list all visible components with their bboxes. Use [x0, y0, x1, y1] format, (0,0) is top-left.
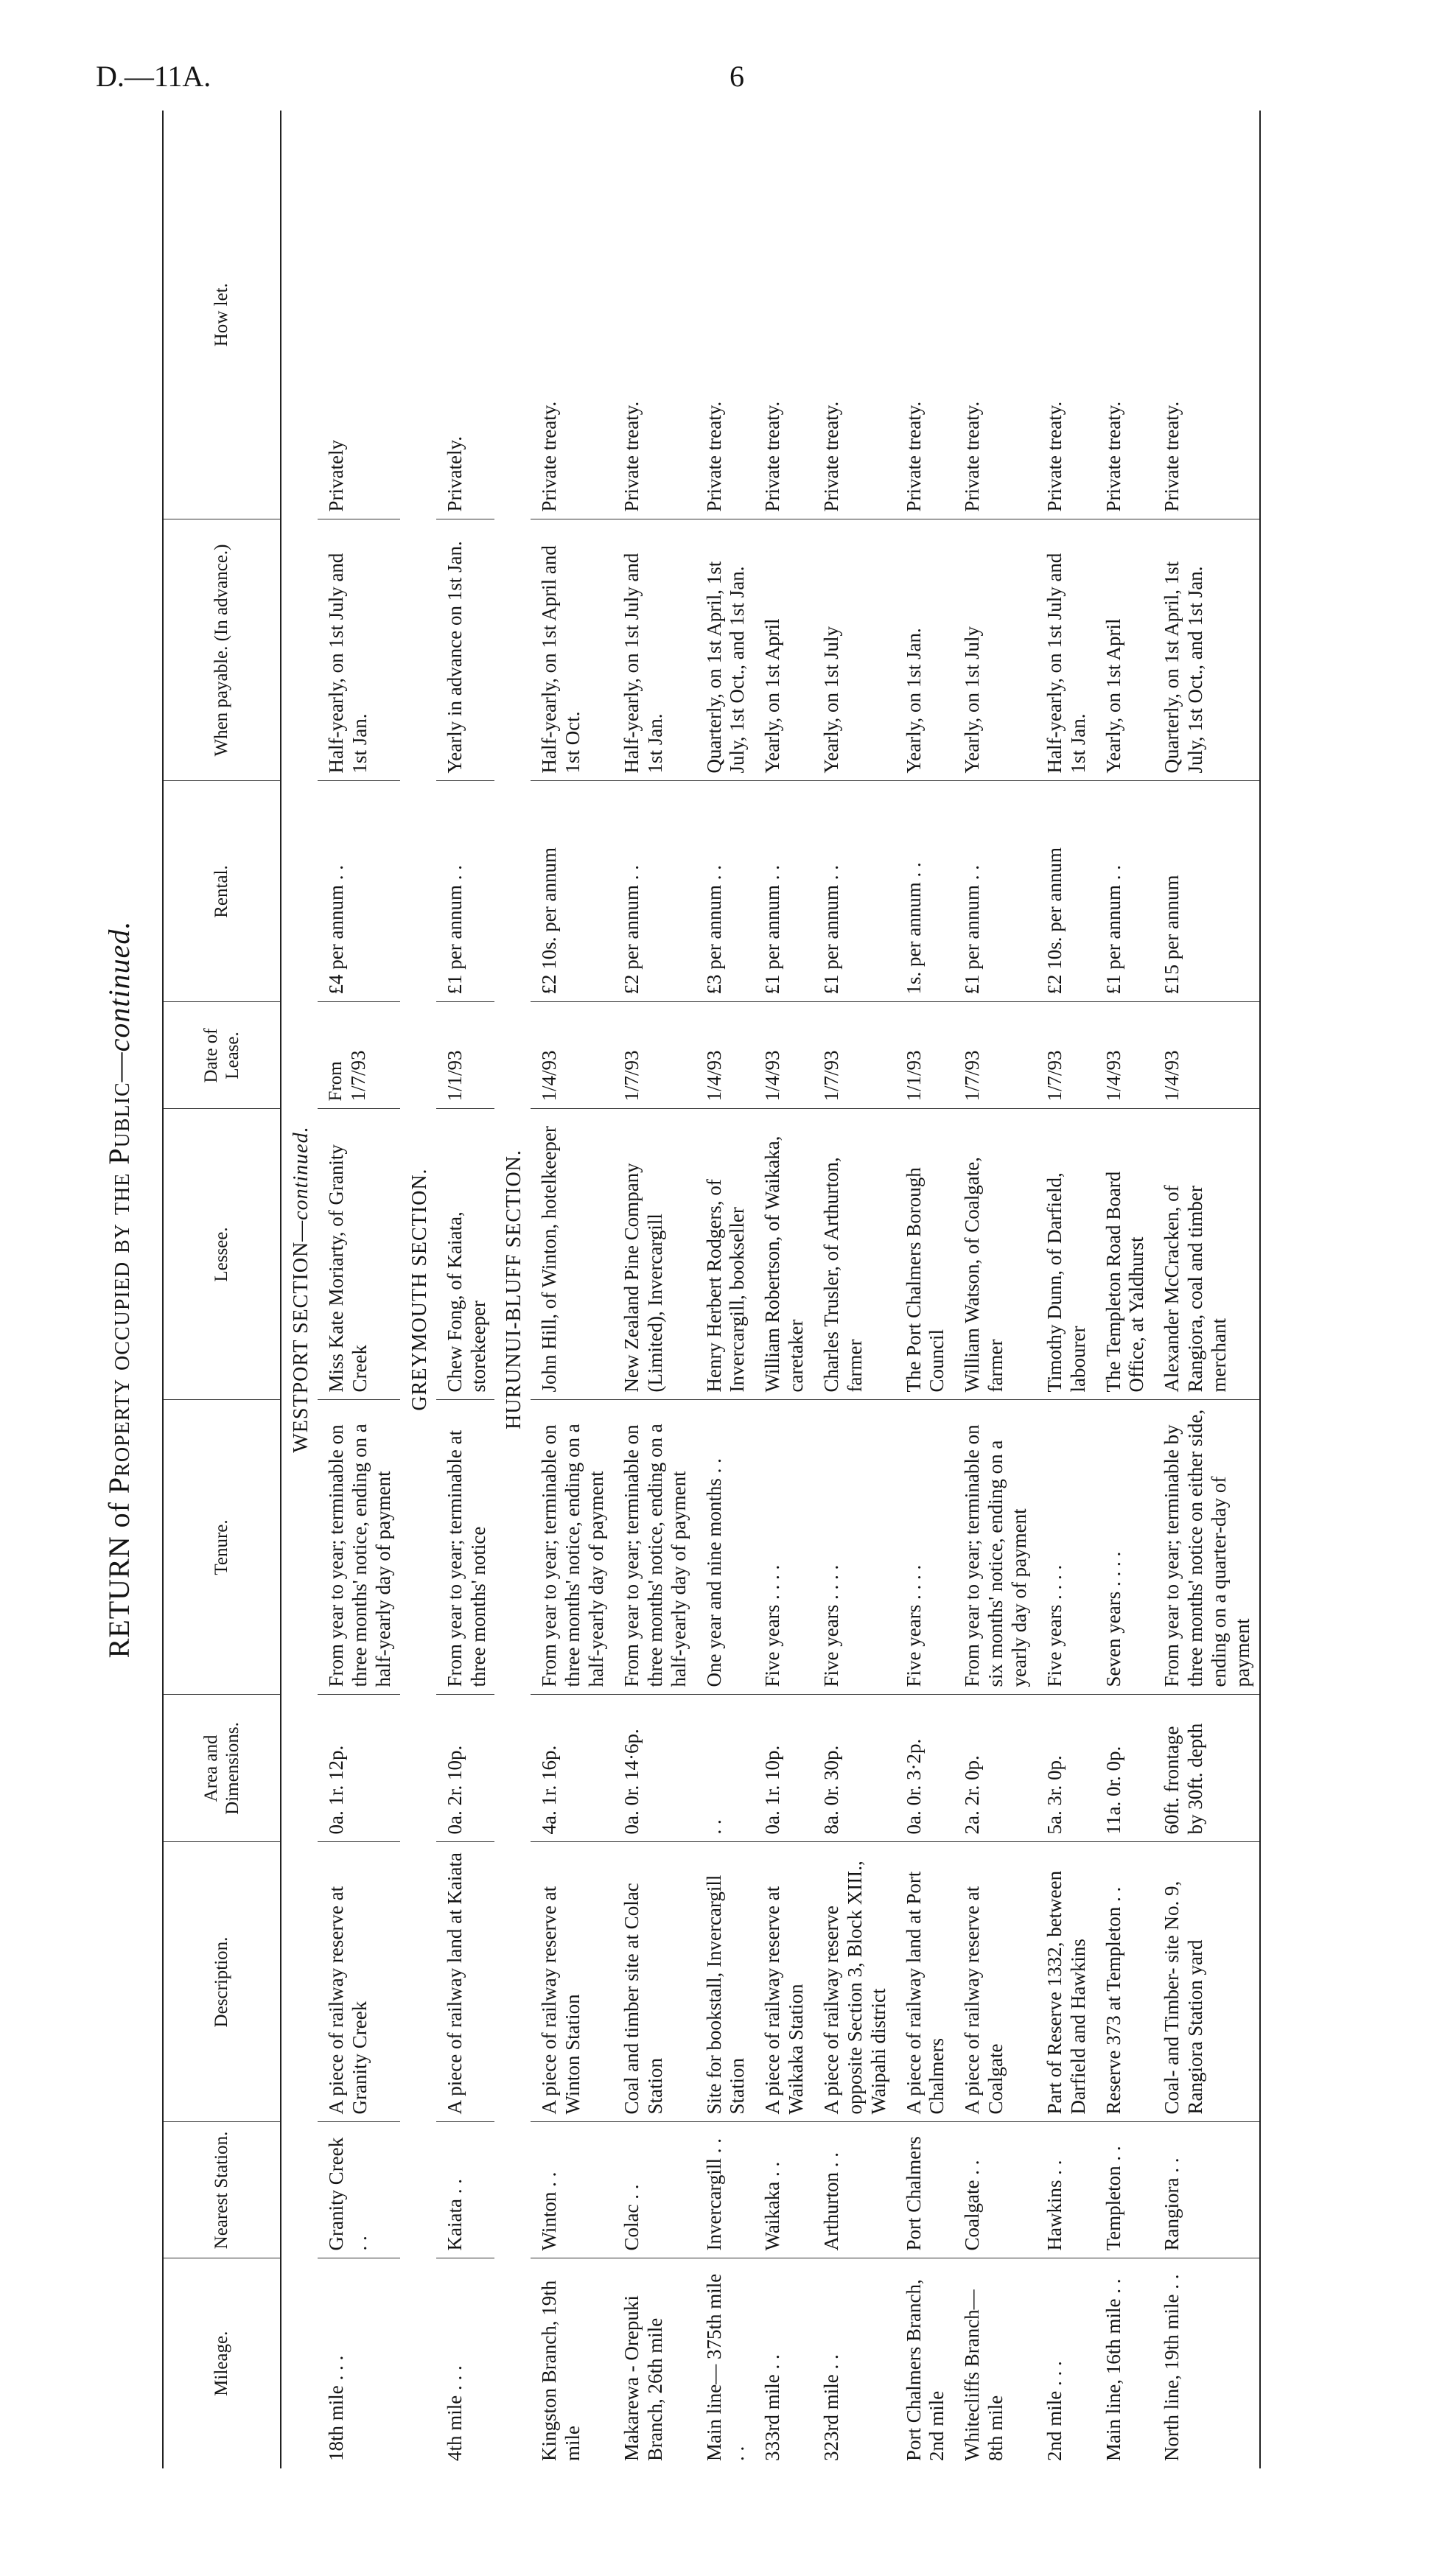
- section-row: [400, 111, 436, 2468]
- col-payable: When payable. (In advance.): [163, 519, 281, 781]
- cell-tenure: From year to year; terminable by three months' notice on either side, ending on a quarter-day of payment: [1153, 1400, 1259, 1695]
- cell-payable: Yearly, on 1st Jan.: [895, 519, 954, 781]
- cell-tenure: From year to year; terminable on three months' notice, ending on a half-yearly day of payment: [531, 1400, 613, 1695]
- section-westport-continued: continued.: [290, 1126, 312, 1220]
- cell-rental: £2 10s. per annum: [531, 781, 613, 1002]
- header-row: [163, 111, 281, 2468]
- section-hurunui: HURUNUI-BLUFF SECTION.: [503, 1149, 526, 1429]
- cell-howlet: Private treaty.: [531, 111, 613, 519]
- cell-date: 1/4/93: [531, 1002, 613, 1109]
- cell-rental: £1 per annum . .: [954, 781, 1036, 1002]
- table-row: [531, 111, 613, 2468]
- cell-station: Granity Creek . .: [318, 2122, 400, 2258]
- cell-area: 8a. 0r. 30p.: [813, 1695, 895, 1842]
- cell-tenure: Five years . . . .: [813, 1400, 895, 1695]
- cell-date: 1/7/93: [954, 1002, 1036, 1109]
- cell-area: 0a. 2r. 10p.: [436, 1695, 495, 1842]
- cell-tenure: From year to year; terminable at three months' notice: [436, 1400, 495, 1695]
- title-part-3: —: [102, 1051, 136, 1082]
- cell-payable: Yearly, on 1st July: [954, 519, 1036, 781]
- cell-rental: £2 per annum . .: [613, 781, 696, 1002]
- cell-howlet: Private treaty.: [696, 111, 755, 519]
- title-part-1: RETURN of: [102, 1494, 136, 1659]
- table-row: [436, 111, 495, 2468]
- cell-rental: £2 10s. per annum: [1036, 781, 1095, 1002]
- cell-date: 1/7/93: [613, 1002, 696, 1109]
- col-lessee: Lessee.: [163, 1109, 281, 1400]
- cell-description: Reserve 373 at Templeton . .: [1095, 1842, 1154, 2122]
- cell-mileage: 2nd mile . . .: [1043, 2361, 1066, 2461]
- cell-area: 0a. 1r. 10p.: [754, 1695, 813, 1842]
- cell-mileage: Main line— 375th mile . .: [702, 2273, 749, 2461]
- cell-howlet: Private treaty.: [754, 111, 813, 519]
- cell-area: 4a. 1r. 16p.: [531, 1695, 613, 1842]
- table-row: [895, 111, 954, 2468]
- col-mileage: Mileage.: [163, 2258, 281, 2468]
- cell-rental: £1 per annum . .: [1095, 781, 1154, 1002]
- cell-mileage: Makarewa - Orepuki Branch, 26th mile: [620, 2295, 666, 2461]
- cell-station: Hawkins . .: [1036, 2122, 1095, 2258]
- cell-description: Coal and timber site at Colac Station: [613, 1842, 696, 2122]
- cell-payable: Half-yearly, on 1st April and 1st Oct.: [531, 519, 613, 781]
- cell-payable: Half-yearly, on 1st July and 1st Jan.: [318, 519, 400, 781]
- cell-description: A piece of railway reserve at Coalgate: [954, 1842, 1036, 2122]
- cell-date: 1/4/93: [696, 1002, 755, 1109]
- cell-rental: £1 per annum . .: [754, 781, 813, 1002]
- table-row: [754, 111, 813, 2468]
- cell-tenure: One year and nine months . .: [696, 1400, 755, 1695]
- cell-rental: £15 per annum: [1153, 781, 1259, 1002]
- cell-rental: £4 per annum . .: [318, 781, 400, 1002]
- cell-date: [318, 1002, 400, 1109]
- cell-tenure: Five years . . . .: [1036, 1400, 1095, 1695]
- cell-station: Arthurton . .: [813, 2122, 895, 2258]
- property-return-table: [162, 111, 1261, 2468]
- cell-area: 0a. 1r. 12p.: [318, 1695, 400, 1842]
- cell-lessee: Timothy Dunn, of Darfield, labourer: [1036, 1109, 1095, 1400]
- cell-date: 1/1/93: [436, 1002, 495, 1109]
- cell-lessee: Alexander McCracken, of Rangiora, coal and timber merchant: [1153, 1109, 1259, 1400]
- cell-payable: Yearly, on 1st April: [754, 519, 813, 781]
- col-area: Area and Dimensions.: [163, 1695, 281, 1842]
- table-row: [613, 111, 696, 2468]
- cell-lessee: John Hill, of Winton, hotelkeeper: [531, 1109, 613, 1400]
- cell-payable: Quarterly, on 1st April, 1st July, 1st Oct., and 1st Jan.: [1153, 519, 1259, 781]
- cell-payable: Half-yearly, on 1st July and 1st Jan.: [613, 519, 696, 781]
- col-tenure: Tenure.: [163, 1400, 281, 1695]
- cell-lessee: William Watson, of Coalgate, farmer: [954, 1109, 1036, 1400]
- cell-howlet: Private treaty.: [1153, 111, 1259, 519]
- table-row: [813, 111, 895, 2468]
- cell-payable: Yearly in advance on 1st Jan.: [436, 519, 495, 781]
- cell-station: Winton . .: [531, 2122, 613, 2258]
- cell-rental: £3 per annum . .: [696, 781, 755, 1002]
- cell-station: Colac . .: [613, 2122, 696, 2258]
- cell-station: Kaiata . .: [436, 2122, 495, 2258]
- cell-station: Invercargill . .: [696, 2122, 755, 2258]
- cell-mileage: 18th mile . . .: [325, 2355, 348, 2461]
- cell-mileage: 333rd mile . .: [761, 2354, 784, 2461]
- cell-description: A piece of railway reserve at Winton Station: [531, 1842, 613, 2122]
- table-row: [1153, 111, 1259, 2468]
- date-value: 1/7/93: [346, 1050, 369, 1102]
- table-title: [102, 111, 136, 2468]
- cell-date: 1/1/93: [895, 1002, 954, 1109]
- title-part-2: Property occupied by the Public: [102, 1082, 136, 1494]
- rotated-sheet: [96, 111, 1312, 2468]
- cell-station: Port Chalmers: [895, 2122, 954, 2258]
- cell-rental: £1 per annum . .: [813, 781, 895, 1002]
- cell-date: 1/4/93: [754, 1002, 813, 1109]
- cell-description: A piece of railway reserve at Granity Creek: [318, 1842, 400, 2122]
- section-row: [281, 111, 318, 2468]
- table-row: [318, 111, 400, 2468]
- cell-rental: £1 per annum . .: [436, 781, 495, 1002]
- cell-tenure: From year to year; terminable on six months' notice, ending on a yearly day of payment: [954, 1400, 1036, 1695]
- cell-area: . .: [696, 1695, 755, 1842]
- title-continued: continued.: [102, 920, 136, 1052]
- table-row: [1036, 111, 1095, 2468]
- page-number: 6: [730, 60, 744, 93]
- cell-lessee: Miss Kate Moriarty, of Granity Creek: [318, 1109, 400, 1400]
- cell-howlet: Privately.: [436, 111, 495, 519]
- cell-description: Site for bookstall, Invercargill Station: [696, 1842, 755, 2122]
- cell-station: Rangiora . .: [1153, 2122, 1259, 2258]
- from-label: From: [326, 1061, 346, 1102]
- cell-tenure: From year to year; terminable on three months' notice, ending on a half-yearly day of payment: [613, 1400, 696, 1695]
- col-station: Nearest Station.: [163, 2122, 281, 2258]
- cell-tenure: Seven years . . . .: [1095, 1400, 1154, 1695]
- cell-area: 2a. 2r. 0p.: [954, 1695, 1036, 1842]
- cell-area: 5a. 3r. 0p.: [1036, 1695, 1095, 1842]
- cell-payable: Quarterly, on 1st April, 1st July, 1st Oct., and 1st Jan.: [696, 519, 755, 781]
- cell-howlet: Private treaty.: [1095, 111, 1154, 519]
- cell-description: A piece of railway reserve at Waikaka Station: [754, 1842, 813, 2122]
- cell-lessee: William Robertson, of Waikaka, caretaker: [754, 1109, 813, 1400]
- cell-mileage: 323rd mile . .: [819, 2354, 842, 2461]
- cell-lessee: Charles Trusler, of Arthurton, farmer: [813, 1109, 895, 1400]
- cell-area: 11a. 0r. 0p.: [1095, 1695, 1154, 1842]
- cell-mileage: Main line, 16th mile . .: [1102, 2278, 1124, 2461]
- cell-howlet: Private treaty.: [1036, 111, 1095, 519]
- cell-description: A piece of railway reserve opposite Section 3, Block XIII., Waipahi district: [813, 1842, 895, 2122]
- cell-tenure: Five years . . . .: [754, 1400, 813, 1695]
- section-greymouth: GREYMOUTH SECTION.: [407, 1168, 431, 1411]
- cell-station: Waikaka . .: [754, 2122, 813, 2258]
- cell-mileage: North line, 19th mile . .: [1153, 2258, 1259, 2468]
- cell-tenure: Five years . . . .: [895, 1400, 954, 1695]
- table-row: [696, 111, 755, 2468]
- cell-tenure: From year to year; terminable on three months' notice, ending on a half-yearly day of payment: [318, 1400, 400, 1695]
- cell-lessee: Chew Fong, of Kaiata, storekeeper: [436, 1109, 495, 1400]
- col-date: Date of Lease.: [163, 1002, 281, 1109]
- section-row: [494, 111, 531, 2468]
- cell-rental: 1s. per annum . .: [895, 781, 954, 1002]
- cell-lessee: Henry Herbert Rodgers, of Invercargill, bookseller: [696, 1109, 755, 1400]
- cell-description: Part of Reserve 1332, between Darfield and Hawkins: [1036, 1842, 1095, 2122]
- cell-station: Templeton . .: [1095, 2122, 1154, 2258]
- section-westport: WESTPORT SECTION—: [290, 1219, 312, 1453]
- cell-lessee: The Port Chalmers Borough Council: [895, 1109, 954, 1400]
- cell-area: 0a. 0r. 14·6p.: [613, 1695, 696, 1842]
- cell-mileage: 4th mile . . .: [443, 2365, 466, 2461]
- cell-station: Coalgate . .: [954, 2122, 1036, 2258]
- cell-mileage: Port Chalmers Branch, 2nd mile: [902, 2279, 948, 2461]
- cell-howlet: Privately: [318, 111, 400, 519]
- cell-date: 1/4/93: [1153, 1002, 1259, 1109]
- cell-description: Coal- and Timber- site No. 9, Rangiora Station yard: [1153, 1842, 1259, 2122]
- cell-area: 60ft. frontage by 30ft. depth: [1153, 1695, 1259, 1842]
- cell-date: 1/7/93: [1036, 1002, 1095, 1109]
- cell-date: 1/4/93: [1095, 1002, 1154, 1109]
- document-reference: D.—11A.: [96, 60, 211, 93]
- cell-howlet: Private treaty.: [895, 111, 954, 519]
- cell-howlet: Private treaty.: [613, 111, 696, 519]
- cell-description: A piece of railway land at Port Chalmers: [895, 1842, 954, 2122]
- cell-payable: Half-yearly, on 1st July and 1st Jan.: [1036, 519, 1095, 781]
- cell-mileage: Whitecliffs Branch— 8th mile: [961, 2289, 1007, 2461]
- col-description: Description.: [163, 1842, 281, 2122]
- cell-lessee: The Templeton Road Board Office, at Yaldhurst: [1095, 1109, 1154, 1400]
- cell-howlet: Private treaty.: [813, 111, 895, 519]
- cell-lessee: New Zealand Pine Company (Limited), Invercargill: [613, 1109, 696, 1400]
- cell-payable: Yearly, on 1st July: [813, 519, 895, 781]
- cell-date: 1/7/93: [813, 1002, 895, 1109]
- table-row: [1095, 111, 1154, 2468]
- cell-description: A piece of railway land at Kaiata: [436, 1842, 495, 2122]
- cell-mileage: Kingston Branch, 19th mile: [538, 2280, 584, 2461]
- cell-payable: Yearly, on 1st April: [1095, 519, 1154, 781]
- page-header: [96, 59, 1348, 111]
- cell-howlet: Private treaty.: [954, 111, 1036, 519]
- table-row: [954, 111, 1036, 2468]
- col-howlet: How let.: [163, 111, 281, 519]
- col-rental: Rental.: [163, 781, 281, 1002]
- cell-area: 0a. 0r. 3·2p.: [895, 1695, 954, 1842]
